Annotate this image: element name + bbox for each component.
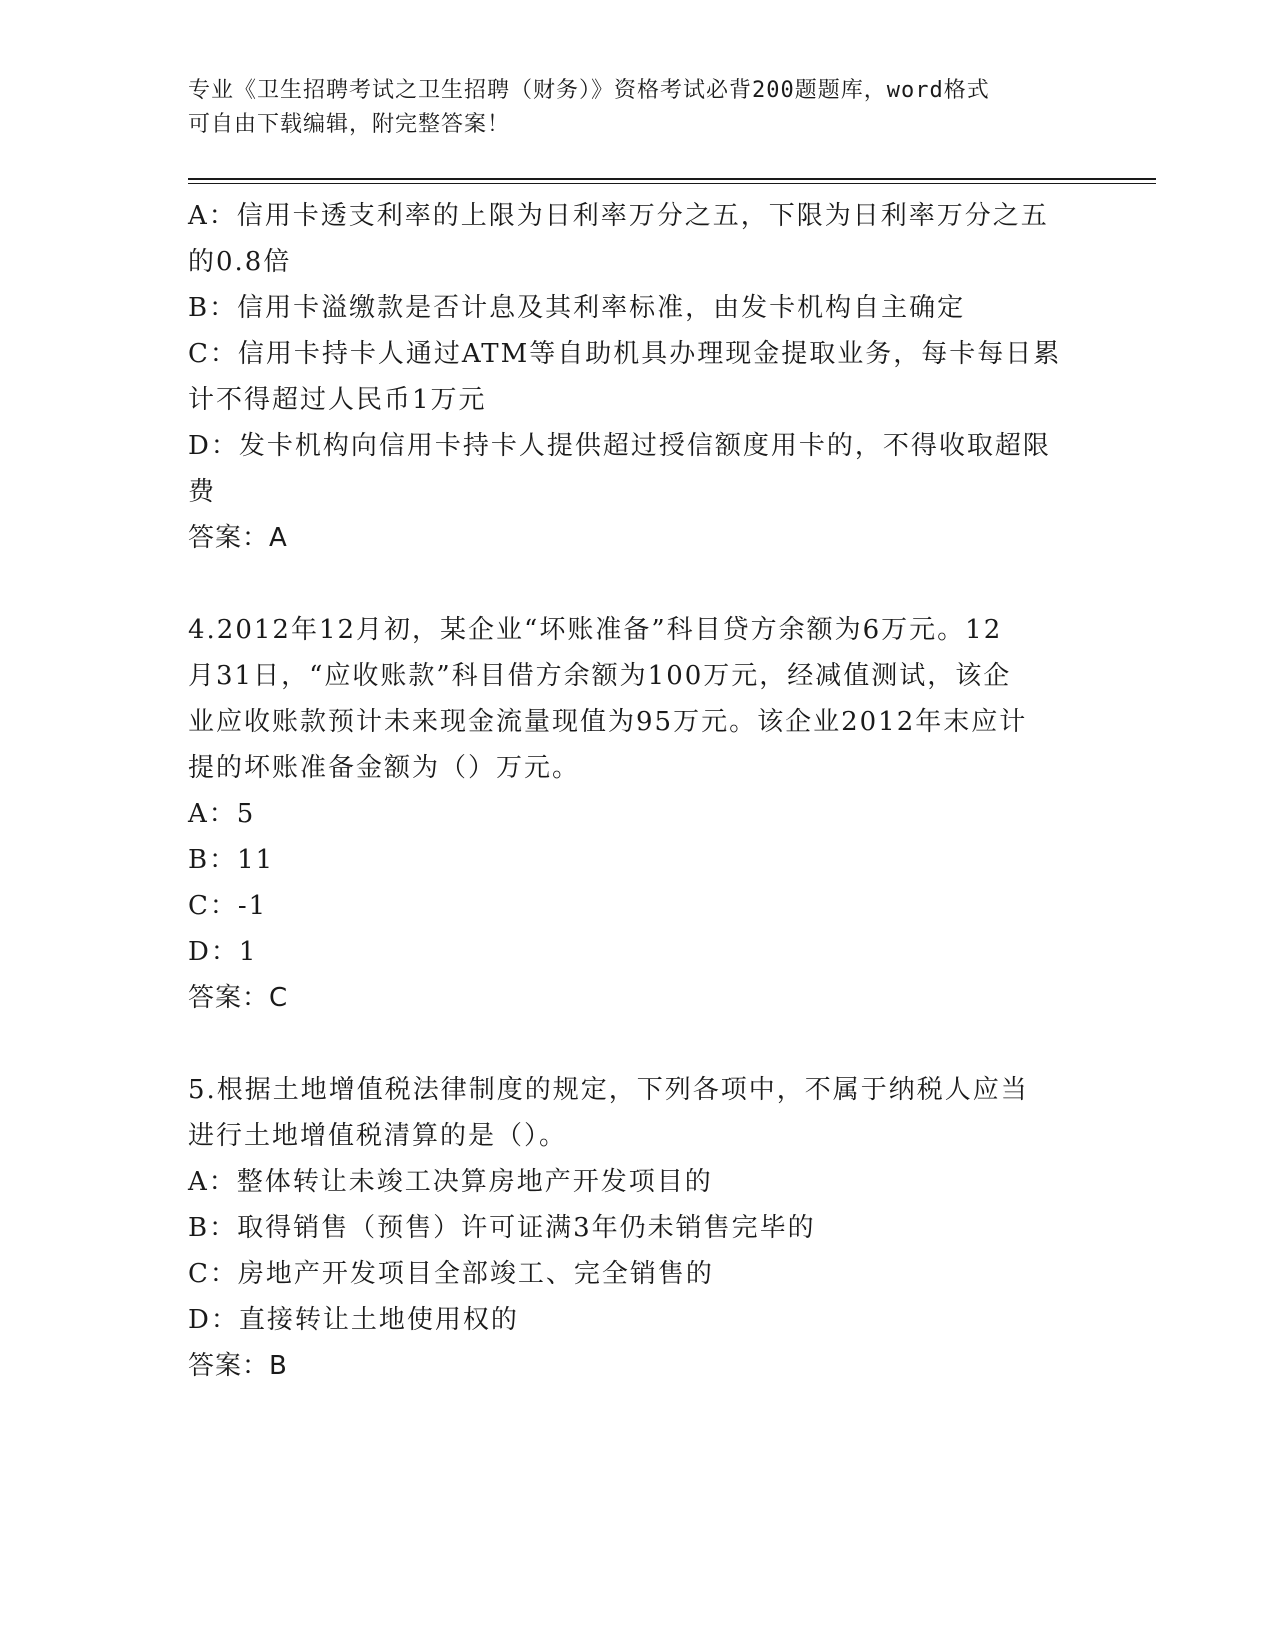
question-stem-line-1: 5.根据土地增值税法律制度的规定，下列各项中，不属于纳税人应当 — [188, 1075, 1029, 1105]
question-stem-line-2: 进行土地增值税清算的是（）。 — [188, 1121, 568, 1151]
option-d-line-1: D：发卡机构向信用卡持卡人提供超过授信额度用卡的，不得收取超限 — [188, 431, 1051, 461]
question-stem-line-2: 月31日，“应收账款”科目借方余额为100万元，经减值测试，该企 — [188, 661, 1012, 691]
option-d: D：1 — [188, 937, 258, 967]
question-list — [188, 193, 1068, 1389]
question-4-block — [188, 607, 1068, 1021]
spacer — [188, 561, 1068, 607]
question-stem-line-4: 提的坏账准备金额为（）万元。 — [188, 753, 581, 783]
option-c: C：-1 — [188, 891, 268, 921]
header-line-1: 专业《卫生招聘考试之卫生招聘（财务）》资格考试必背200题题库，word格式 — [188, 78, 990, 103]
option-c: C：房地产开发项目全部竣工、完全销售的 — [188, 1259, 714, 1289]
spacer — [188, 1021, 1068, 1067]
document-header — [188, 74, 1068, 142]
option-d-line-2: 费 — [188, 477, 217, 507]
answer-label: 答案：B — [188, 1351, 288, 1381]
option-a: A：5 — [188, 799, 256, 829]
option-c-line-1: C：信用卡持卡人通过ATM等自助机具办理现金提取业务，每卡每日累 — [188, 339, 1062, 369]
option-a: A：整体转让未竣工决算房地产开发项目的 — [188, 1167, 713, 1197]
option-d: D：直接转让土地使用权的 — [188, 1305, 519, 1335]
question-5-block — [188, 1067, 1068, 1389]
option-a-line-1: A：信用卡透支利率的上限为日利率万分之五，下限为日利率万分之五 — [188, 201, 1049, 231]
option-b: B：取得销售（预售）许可证满3年仍未销售完毕的 — [188, 1213, 816, 1243]
header-line-2: 可自由下载编辑，附完整答案！ — [188, 112, 511, 137]
answer-label: 答案：C — [188, 983, 289, 1013]
header-divider-thin — [188, 183, 1156, 184]
option-b: B：11 — [188, 845, 275, 875]
answer-label: 答案：A — [188, 523, 288, 553]
question-3-block — [188, 193, 1068, 561]
option-a-line-2: 的0.8倍 — [188, 247, 292, 277]
question-stem-line-3: 业应收账款预计未来现金流量现值为95万元。该企业2012年末应计 — [188, 707, 1028, 737]
question-stem-line-1: 4.2012年12月初，某企业“坏账准备”科目贷方余额为6万元。12 — [188, 615, 1003, 645]
option-c-line-2: 计不得超过人民币1万元 — [188, 385, 487, 415]
header-divider-thick — [188, 178, 1156, 180]
option-b: B：信用卡溢缴款是否计息及其利率标准，由发卡机构自主确定 — [188, 293, 966, 323]
